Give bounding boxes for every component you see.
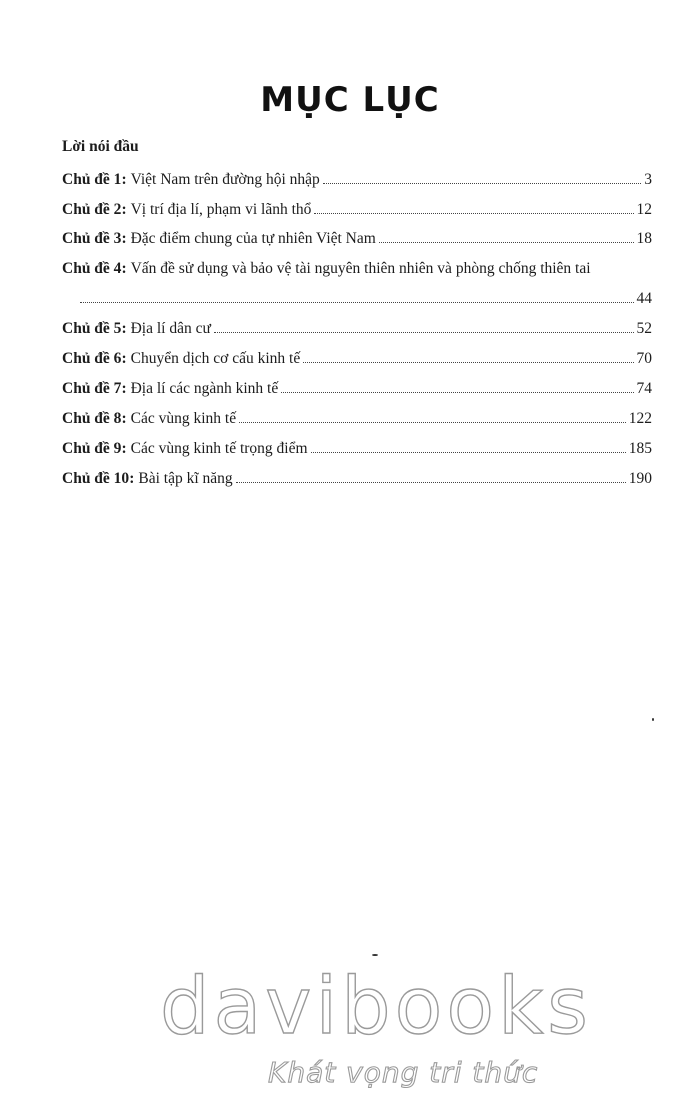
dot-leader bbox=[311, 451, 626, 453]
scan-speck bbox=[372, 954, 378, 956]
toc-page-number: 18 bbox=[636, 230, 652, 247]
toc-page-number: 12 bbox=[636, 201, 652, 218]
dot-leader bbox=[239, 421, 626, 423]
toc-label: Chủ đề 7 bbox=[62, 380, 122, 397]
publisher-watermark bbox=[0, 962, 700, 1098]
toc-entry-1: Chủ đề 1 : Việt Nam trên đường hội nhập 3 bbox=[62, 171, 652, 188]
toc-page-number: 3 bbox=[644, 171, 652, 188]
toc-entry-3: Chủ đề 3 : Đặc điểm chung của tự nhiên Việt Nam 18 bbox=[62, 230, 652, 247]
toc-entry-4-continuation bbox=[80, 290, 652, 308]
toc-page-number: 122 bbox=[628, 410, 652, 427]
toc-label: Chủ đề 3 bbox=[62, 230, 122, 247]
toc-label: Chủ đề 4 bbox=[62, 260, 122, 277]
toc-entry-8: Chủ đề 8 : Các vùng kinh tế 122 bbox=[62, 410, 652, 427]
dot-leader bbox=[80, 301, 634, 303]
brand-tagline: Khát vọng tri thức bbox=[268, 1056, 539, 1089]
toc-label: Chủ đề 5 bbox=[62, 320, 122, 337]
preface-entry: Lời nói đầu bbox=[62, 138, 139, 155]
toc-page-number: 190 bbox=[628, 470, 652, 487]
toc-entry-9: Chủ đề 9 : Các vùng kinh tế trọng điểm 185 bbox=[62, 440, 652, 457]
toc-page-number: 52 bbox=[636, 320, 652, 337]
toc-label: Chủ đề 9 bbox=[62, 440, 122, 457]
toc-entry-6: Chủ đề 6 : Chuyển dịch cơ cấu kinh tế 70 bbox=[62, 350, 652, 367]
toc-text: Bài tập kĩ năng bbox=[138, 470, 233, 487]
toc-label: Chủ đề 10 bbox=[62, 470, 130, 487]
toc-label: Chủ đề 6 bbox=[62, 350, 122, 367]
scan-speck bbox=[652, 718, 654, 721]
toc-text: Địa lí các ngành kinh tế bbox=[130, 380, 279, 397]
toc-text: Các vùng kinh tế trọng điểm bbox=[130, 440, 308, 457]
dot-leader bbox=[303, 361, 633, 363]
toc-entry-5: Chủ đề 5 : Địa lí dân cư 52 bbox=[62, 320, 652, 337]
toc-text: Chuyển dịch cơ cấu kinh tế bbox=[130, 350, 301, 367]
dot-leader bbox=[214, 331, 634, 333]
toc-text: Vấn đề sử dụng và bảo vệ tài nguyên thiên nhiên và phòng chống thiên tai bbox=[130, 260, 591, 277]
toc-text: Đặc điểm chung của tự nhiên Việt Nam bbox=[130, 230, 376, 247]
toc-label: Chủ đề 8 bbox=[62, 410, 122, 427]
page-title: MỤC LỤC bbox=[260, 80, 440, 120]
toc-text: Vị trí địa lí, phạm vi lãnh thổ bbox=[130, 201, 312, 218]
dot-leader bbox=[379, 241, 634, 243]
toc-page-number: 70 bbox=[636, 350, 652, 367]
toc-page-number: 74 bbox=[636, 380, 652, 397]
toc-entry-4: Chủ đề 4 : Vấn đề sử dụng và bảo vệ tài nguyên thiên nhiên và phòng chống thiên tai bbox=[62, 260, 591, 277]
toc-page-number: 44 bbox=[636, 290, 652, 307]
dot-leader bbox=[281, 391, 633, 393]
dot-leader bbox=[323, 182, 641, 184]
toc-entry-7: Chủ đề 7 : Địa lí các ngành kinh tế 74 bbox=[62, 380, 652, 397]
toc-page-number: 185 bbox=[628, 440, 652, 457]
toc-entry-2: Chủ đề 2 : Vị trí địa lí, phạm vi lãnh thổ 12 bbox=[62, 201, 652, 218]
dot-leader bbox=[314, 212, 633, 214]
brand-logo-text: davibooks bbox=[160, 962, 592, 1052]
toc-text: Các vùng kinh tế bbox=[130, 410, 237, 427]
toc-text: Địa lí dân cư bbox=[130, 320, 211, 337]
toc-entry-10: Chủ đề 10 : Bài tập kĩ năng 190 bbox=[62, 470, 652, 487]
toc-text: Việt Nam trên đường hội nhập bbox=[130, 171, 320, 188]
dot-leader bbox=[236, 481, 626, 483]
toc-label: Chủ đề 1 bbox=[62, 171, 122, 188]
toc-label: Chủ đề 2 bbox=[62, 201, 122, 218]
